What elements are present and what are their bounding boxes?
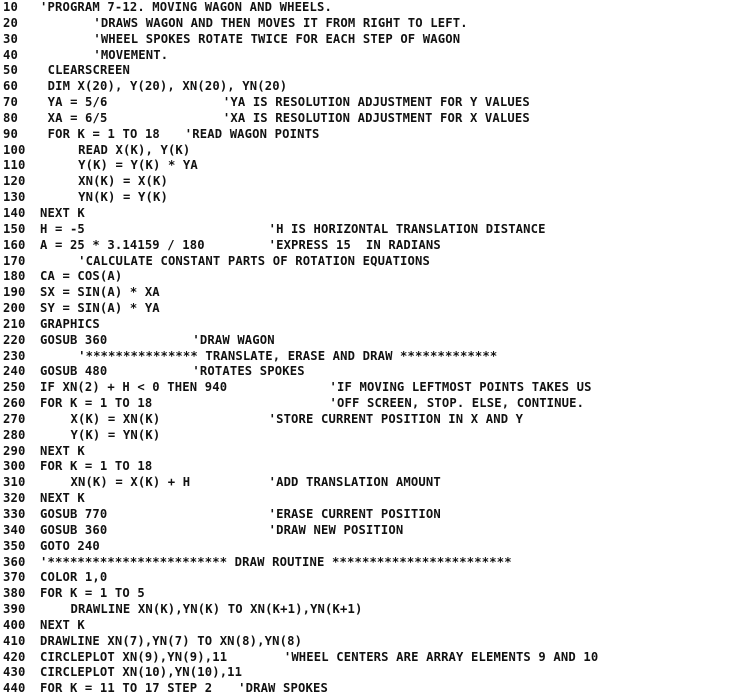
code-statement: YN(K) = Y(K) — [78, 190, 168, 205]
line-number: 320 — [3, 491, 26, 506]
code-line — [0, 16, 729, 32]
line-number: 260 — [3, 396, 26, 411]
line-number: 130 — [3, 190, 26, 205]
code-statement: A = 25 * 3.14159 / 180 — [40, 237, 205, 252]
code-line — [0, 254, 729, 270]
code-line — [0, 380, 729, 396]
code-statement: IF XN(2) + H < 0 THEN 940 — [40, 380, 228, 395]
code-line — [0, 396, 729, 412]
code-line — [0, 364, 729, 380]
line-number: 80 — [3, 110, 18, 125]
code-comment: 'DRAWS WAGON AND THEN MOVES IT FROM RIGHT TO LEFT. — [93, 15, 468, 30]
code-line — [0, 238, 729, 254]
line-number: 360 — [3, 554, 26, 569]
code-comment: 'WHEEL SPOKES ROTATE TWICE FOR EACH STEP OF WAGON — [93, 31, 461, 46]
code-statement: CLEARSCREEN — [47, 63, 130, 78]
line-number: 400 — [3, 617, 26, 632]
line-number: 100 — [3, 142, 26, 157]
code-comment: 'MOVEMENT. — [93, 47, 169, 62]
line-number: 240 — [3, 364, 26, 379]
code-line — [0, 539, 729, 555]
code-comment: 'XA IS RESOLUTION ADJUSTMENT FOR X VALUES — [222, 110, 530, 125]
code-statement: FOR K = 11 TO 17 STEP 2 — [40, 681, 213, 696]
code-line — [0, 665, 729, 681]
code-comment: 'STORE CURRENT POSITION IN X AND Y — [268, 411, 524, 426]
code-statement: DRAWLINE XN(K),YN(K) TO XN(K+1),YN(K+1) — [70, 602, 363, 617]
code-line — [0, 570, 729, 586]
line-number: 410 — [3, 633, 26, 648]
code-line — [0, 317, 729, 333]
code-line — [0, 190, 729, 206]
line-number: 440 — [3, 681, 26, 696]
code-line — [0, 634, 729, 650]
code-line — [0, 586, 729, 602]
code-line — [0, 602, 729, 618]
line-number: 190 — [3, 285, 26, 300]
code-line — [0, 618, 729, 634]
code-line — [0, 95, 729, 111]
line-number: 70 — [3, 95, 18, 110]
line-number: 10 — [3, 0, 18, 14]
code-line — [0, 79, 729, 95]
code-comment: 'IF MOVING LEFTMOST POINTS TAKES US — [329, 380, 592, 395]
code-statement: NEXT K — [40, 491, 85, 506]
line-number: 180 — [3, 269, 26, 284]
code-statement: GOSUB 360 — [40, 332, 108, 347]
code-comment: 'READ WAGON POINTS — [184, 126, 320, 141]
code-comment: 'DRAW SPOKES — [238, 681, 328, 696]
line-number: 50 — [3, 63, 18, 78]
code-statement: Y(K) = Y(K) * YA — [78, 158, 198, 173]
code-line — [0, 285, 729, 301]
code-line — [0, 174, 729, 190]
code-line — [0, 222, 729, 238]
line-number: 350 — [3, 538, 26, 553]
code-statement: GOSUB 360 — [40, 522, 108, 537]
code-statement: NEXT K — [40, 205, 85, 220]
line-number: 60 — [3, 79, 18, 94]
code-statement: XA = 6/5 — [47, 110, 108, 125]
line-number: 370 — [3, 570, 26, 585]
code-line — [0, 555, 729, 571]
code-comment: 'YA IS RESOLUTION ADJUSTMENT FOR Y VALUES — [222, 95, 530, 110]
line-number: 380 — [3, 586, 26, 601]
code-comment: 'WHEEL CENTERS ARE ARRAY ELEMENTS 9 AND 10 — [283, 649, 599, 664]
line-number: 170 — [3, 253, 26, 268]
line-number: 310 — [3, 475, 26, 490]
line-number: 110 — [3, 158, 26, 173]
code-line — [0, 301, 729, 317]
code-line — [0, 333, 729, 349]
code-statement: FOR K = 1 TO 18 — [40, 396, 153, 411]
code-line — [0, 491, 729, 507]
line-number: 230 — [3, 348, 26, 363]
code-comment: 'PROGRAM 7-12. MOVING WAGON AND WHEELS. — [40, 0, 333, 14]
code-comment: 'CALCULATE CONSTANT PARTS OF ROTATION EQUATIONS — [78, 253, 431, 268]
code-statement: CA = COS(A) — [40, 269, 123, 284]
code-statement: DIM X(20), Y(20), XN(20), YN(20) — [47, 79, 288, 94]
code-line — [0, 650, 729, 666]
code-statement: FOR K = 1 TO 18 — [40, 459, 153, 474]
line-number: 420 — [3, 649, 26, 664]
code-line — [0, 523, 729, 539]
code-line — [0, 206, 729, 222]
line-number: 390 — [3, 602, 26, 617]
code-statement: CIRCLEPLOT XN(10),YN(10),11 — [40, 665, 243, 680]
code-comment: 'ROTATES SPOKES — [192, 364, 305, 379]
line-number: 140 — [3, 205, 26, 220]
code-comment: '*************** TRANSLATE, ERASE AND DRAW ************* — [78, 348, 498, 363]
line-number: 40 — [3, 47, 18, 62]
code-line — [0, 63, 729, 79]
line-number: 200 — [3, 301, 26, 316]
code-statement: DRAWLINE XN(7),YN(7) TO XN(8),YN(8) — [40, 633, 303, 648]
code-line — [0, 412, 729, 428]
line-number: 290 — [3, 443, 26, 458]
line-number: 160 — [3, 237, 26, 252]
line-number: 20 — [3, 15, 18, 30]
code-statement: SY = SIN(A) * YA — [40, 301, 160, 316]
code-statement: Y(K) = YN(K) — [70, 427, 161, 442]
code-line — [0, 507, 729, 523]
line-number: 340 — [3, 522, 26, 537]
line-number: 250 — [3, 380, 26, 395]
code-statement: GOTO 240 — [40, 538, 100, 553]
line-number: 30 — [3, 31, 18, 46]
line-number: 220 — [3, 332, 26, 347]
code-comment: 'OFF SCREEN, STOP. ELSE, CONTINUE. — [329, 396, 585, 411]
code-statement: NEXT K — [40, 443, 85, 458]
code-line — [0, 269, 729, 285]
code-line — [0, 143, 729, 159]
line-number: 90 — [3, 126, 18, 141]
code-statement: XN(K) = X(K) — [78, 174, 168, 189]
code-statement: COLOR 1,0 — [40, 570, 108, 585]
code-line — [0, 475, 729, 491]
line-number: 300 — [3, 459, 26, 474]
code-statement: READ X(K), Y(K) — [78, 142, 191, 157]
line-number: 280 — [3, 427, 26, 442]
line-number: 430 — [3, 665, 26, 680]
code-statement: H = -5 — [40, 221, 85, 236]
code-comment: 'ERASE CURRENT POSITION — [268, 507, 441, 521]
code-statement: X(K) = XN(K) — [70, 411, 161, 426]
code-line — [0, 428, 729, 444]
code-line — [0, 459, 729, 475]
code-line — [0, 158, 729, 174]
code-line — [0, 0, 729, 16]
code-statement: SX = SIN(A) * XA — [40, 285, 160, 300]
line-number: 330 — [3, 507, 26, 521]
code-comment: 'EXPRESS 15 IN RADIANS — [268, 237, 441, 252]
code-statement: YA = 5/6 — [47, 95, 108, 110]
line-number: 150 — [3, 221, 26, 236]
code-comment: 'ADD TRANSLATION AMOUNT — [268, 475, 441, 490]
line-number: 270 — [3, 411, 26, 426]
code-comment: '************************ DRAW ROUTINE ************************ — [40, 554, 512, 569]
code-statement: NEXT K — [40, 617, 85, 632]
code-statement: CIRCLEPLOT XN(9),YN(9),11 — [40, 649, 228, 664]
code-statement: FOR K = 1 TO 18 — [47, 126, 160, 141]
line-number: 120 — [3, 174, 26, 189]
code-line — [0, 32, 729, 48]
code-comment: 'H IS HORIZONTAL TRANSLATION DISTANCE — [268, 221, 546, 236]
code-statement: XN(K) = X(K) + H — [70, 475, 191, 490]
code-line — [0, 444, 729, 460]
line-number: 210 — [3, 316, 26, 331]
code-statement: GRAPHICS — [40, 316, 100, 331]
code-line — [0, 349, 729, 365]
code-statement: GOSUB 770 — [40, 507, 108, 521]
code-comment: 'DRAW WAGON — [192, 332, 275, 347]
code-statement: FOR K = 1 TO 5 — [40, 586, 145, 601]
code-line — [0, 111, 729, 127]
code-statement: GOSUB 480 — [40, 364, 108, 379]
code-line — [0, 681, 729, 697]
code-comment: 'DRAW NEW POSITION — [268, 522, 404, 537]
code-line — [0, 127, 729, 143]
code-line — [0, 48, 729, 64]
